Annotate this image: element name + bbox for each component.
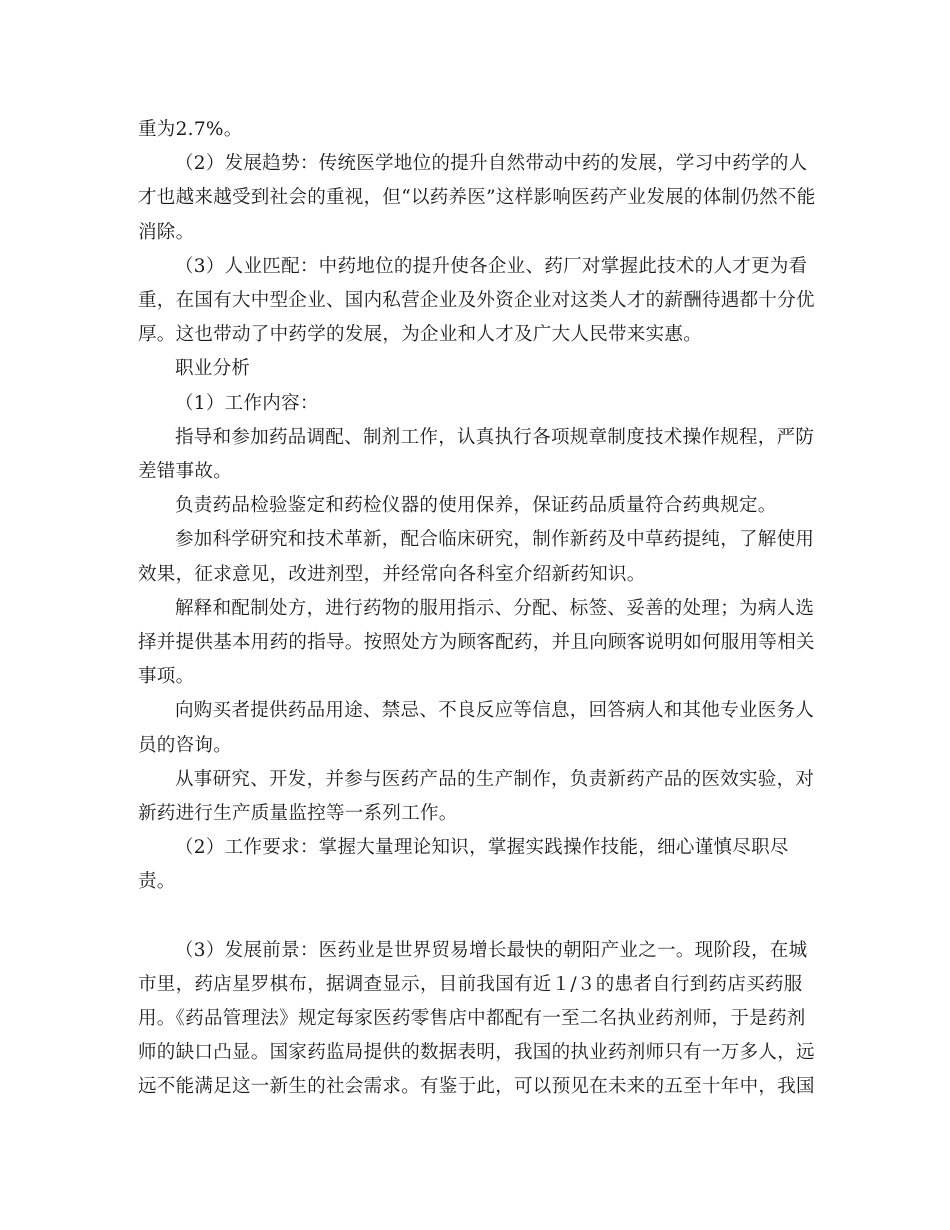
paragraph-person-job-match: （3）人业匹配：中药地位的提升使各企业、药厂对掌握此技术的人才更为看重，在国有大中型企业、国内私营企业及外资企业对这类人才的薪酬待遇都十分优厚。这也带动了中药学的发展，为企业和人才及广大人民带来实惠。 [138, 255, 815, 346]
section-heading-career-analysis: 职业分析 [175, 358, 251, 380]
paragraph-prospects: （3）发展前景：医药业是世界贸易增长最快的朝阳产业之一。现阶段，在城市里，药店星罗棋布，据调查显示，目前我国有近１/３的患者自行到药店买药服用。《药品管理法》规定每家医药零售店中都配有一至二名执业药剂师，于是药剂师的缺口凸显。国家药监局提供的数据表明，我国的执业药剂师只有一万多人，远远不能满足这一新生的社会需求。有鉴于此，可以预见在未来的五至十年中，我国 [138, 939, 815, 1098]
paragraph-development: 从事研究、开发，并参与医药产品的生产制作，负责新药产品的医效实验，对新药进行生产质量监控等一系列工作。 [138, 768, 815, 825]
paragraph-development-trend: （2）发展趋势：传统医学地位的提升自然带动中药的发展，学习中药学的人才也越来越受到社会的重视，但“以药养医”这样影响医药产业发展的体制仍然不能消除。 [138, 153, 816, 243]
paragraph-research: 参加科学研究和技术革新，配合临床研究，制作新药及中草药提纯，了解使用效果，征求意见，改进剂型，并经常向各科室介绍新药知识。 [138, 529, 815, 585]
paragraph-work-requirements: （2）工作要求：掌握大量理论知识，掌握实践操作技能，细心谨慎尽职尽责。 [138, 837, 789, 893]
paragraph-prescription: 解释和配制处方，进行药物的服用指示、分配、标签、妥善的处理；为病人选择并提供基本用药的指导。按照处方为顾客配药，并且向顾客说明如何服用等相关事项。 [138, 597, 815, 688]
paragraph-continuation: 重为2.7%。 [138, 119, 243, 140]
document-body [138, 113, 824, 1105]
paragraph-drug-inspection: 负责药品检验鉴定和药检仪器的使用保养，保证药品质量符合药典规定。 [175, 495, 777, 517]
paragraph-dispensing: 指导和参加药品调配、制剂工作，认真执行各项规章制度技术操作规程，严防差错事故。 [138, 426, 815, 483]
paragraph-consultation: 向购买者提供药品用途、禁忌、不良反应等信息，回答病人和其他专业医务人员的咨询。 [138, 700, 815, 756]
subheading-work-content: （1）工作内容： [175, 392, 319, 414]
